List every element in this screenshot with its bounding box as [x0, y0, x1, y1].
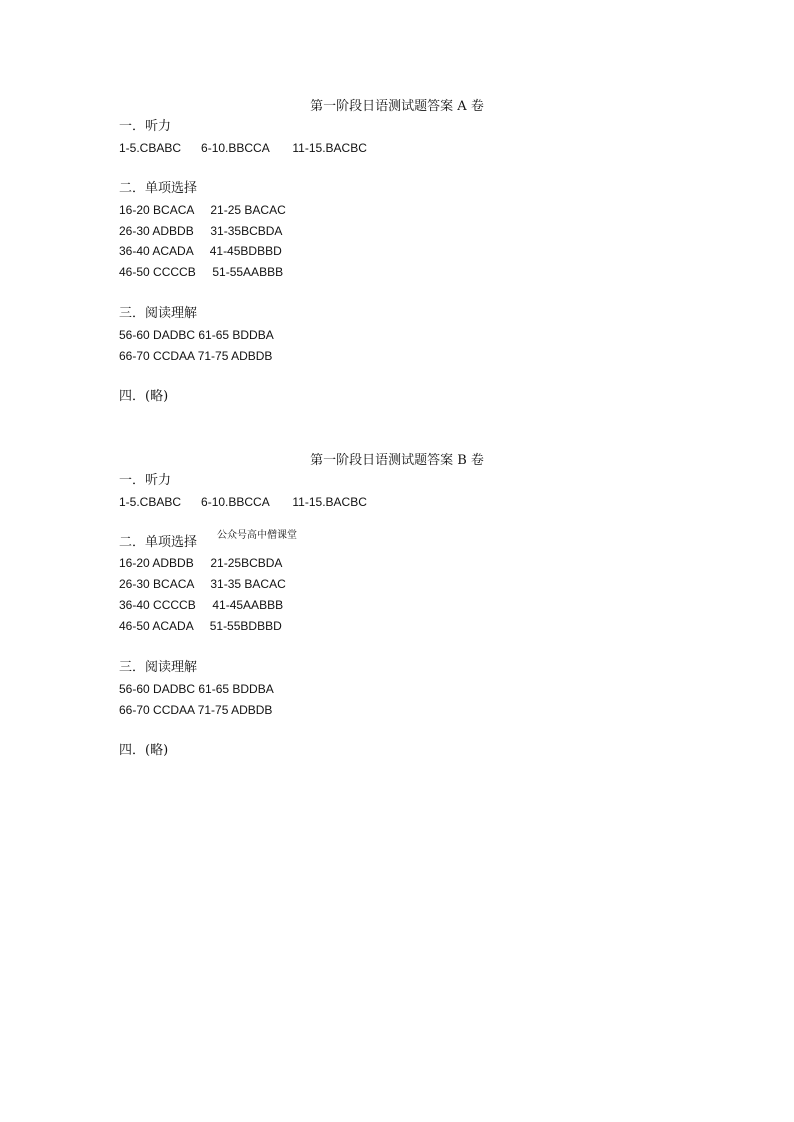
fourth-heading-b: 四．(略)	[119, 743, 169, 758]
reading-answers-a-1: 56-60 DADBC 61-65 BDDBA	[119, 328, 274, 342]
listening-heading-b: 一．听力	[119, 473, 172, 488]
title-text-a: 第一阶段日语测试题答案 A 卷	[310, 99, 484, 114]
choice-answers-a-2: 26-30 ADBDB 31-35BCBDA	[119, 224, 283, 238]
choice-answers-b-3: 36-40 CCCCB 41-45AABBB	[119, 598, 284, 612]
fourth-heading-a: 四．(略)	[119, 389, 169, 404]
reading-heading-a: 三．阅读理解	[119, 306, 198, 321]
listening-answers-a: 1-5.CBABC 6-10.BBCCA 11-15.BACBC	[119, 141, 367, 155]
choice-answers-a-1: 16-20 BCACA 21-25 BACAC	[119, 203, 286, 217]
reading-answers-a-2: 66-70 CCDAA 71-75 ADBDB	[119, 349, 273, 363]
listening-answers-b: 1-5.CBABC 6-10.BBCCA 11-15.BACBC	[119, 495, 367, 509]
choice-heading-b: 二．单项选择	[119, 535, 198, 550]
choice-answers-b-2: 26-30 BCACA 31-35 BACAC	[119, 577, 286, 591]
listening-heading-a: 一．听力	[119, 119, 172, 134]
reading-answers-b-2: 66-70 CCDAA 71-75 ADBDB	[119, 703, 273, 717]
answer-key-title-a	[0, 99, 794, 115]
reading-answers-b-1: 56-60 DADBC 61-65 BDDBA	[119, 682, 274, 696]
choice-answers-a-3: 36-40 ACADA 41-45BDBBD	[119, 244, 282, 258]
watermark-text: 公众号高中僧课堂	[217, 530, 297, 541]
choice-heading-a: 二．单项选择	[119, 181, 198, 196]
choice-answers-a-4: 46-50 CCCCB 51-55AABBB	[119, 265, 284, 279]
title-text-b: 第一阶段日语测试题答案 B 卷	[310, 453, 484, 468]
answer-key-title-b	[0, 453, 794, 469]
reading-heading-b: 三．阅读理解	[119, 660, 198, 675]
choice-answers-b-1: 16-20 ADBDB 21-25BCBDA	[119, 556, 283, 570]
choice-answers-b-4: 46-50 ACADA 51-55BDBBD	[119, 619, 282, 633]
